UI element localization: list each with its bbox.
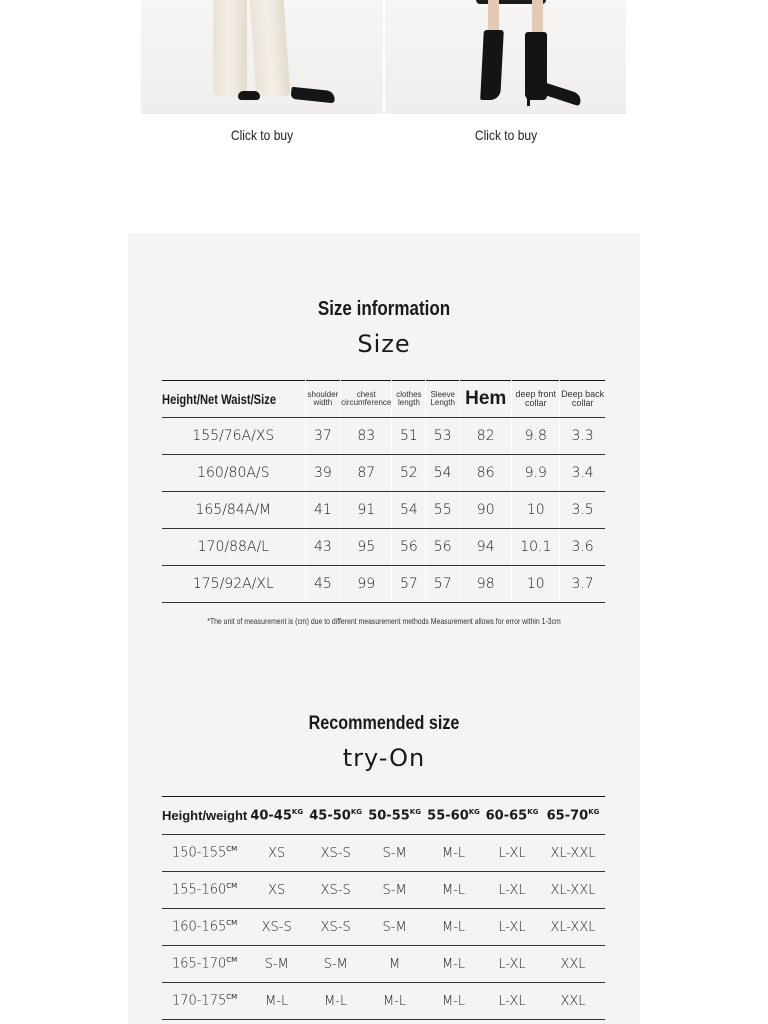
table-row [162,983,605,1020]
size-info-subtitle: Size [357,330,411,358]
height-cell: $170-175^{CM}$ [162,983,247,1020]
size-recommendation-cell: XL-XXL [541,909,605,946]
column-header: chest circumference [341,381,392,418]
size-recommendation-cell: M [365,946,424,983]
unit-cm: CM [226,993,238,1002]
table-header-row [162,381,605,418]
measurement-cell: 98 [460,566,512,603]
measurement-cell: 90 [460,492,512,529]
boot-left [480,30,504,100]
size-recommendation-cell: XS-S [306,909,365,946]
measurement-cell: 43 [305,529,341,566]
unit-cm: CM [226,845,238,854]
unit-cm: CM [226,882,238,891]
size-label-cell: 175/92A/XL [162,566,305,603]
size-recommendation-cell: XS-S [247,909,306,946]
weight-header: $65-70^{KG}$ [541,797,605,835]
size-recommendation-cell: S-M [365,909,424,946]
size-recommendation-cell: M-L [424,872,483,909]
unit-cm: CM [226,919,238,928]
measurement-cell: 39 [305,455,341,492]
weight-header: $60-65^{KG}$ [483,797,541,835]
measurement-cell: 94 [460,529,512,566]
unit-kg: KG [527,807,539,816]
size-recommendation-cell: M-L [424,909,483,946]
size-recommendation-cell: XS-S [306,835,365,872]
measurement-cell: 45 [305,566,341,603]
column-header: Height/Net Waist/Size [162,381,277,418]
height-cell: $165-170^{CM}$ [162,946,247,983]
measurement-cell: 54 [426,455,460,492]
measurement-cell: 3.7 [560,566,605,603]
size-recommendation-cell: S-M [365,872,424,909]
column-header: Sleeve Length [426,381,460,418]
measurement-cell: 56 [426,529,460,566]
size-recommendation-cell: XL-XXL [541,835,605,872]
size-recommendation-cell: M-L [424,835,483,872]
size-recommendation-cell: S-M [247,946,306,983]
table-row [162,492,605,529]
shoe-right [290,87,335,104]
size-recommendation-cell: M-L [424,983,483,1020]
recommended-size-table [162,796,605,1020]
measurement-cell: 3.5 [560,492,605,529]
size-label-cell: 170/88A/L [162,529,305,566]
measurement-note: *The unit of measurement is (cm) due to different measurement methods Measurement allows for error within 1-3cm [207,617,561,626]
size-recommendation-cell: S-M [306,946,365,983]
measurement-cell: 99 [341,566,392,603]
size-recommendation-cell: L-XL [483,872,541,909]
column-header: Hem [460,381,512,418]
measurement-cell: 53 [426,418,460,455]
unit-kg: KG [409,807,421,816]
measurement-cell: 54 [392,492,426,529]
product-photo-pants[interactable] [141,0,383,114]
table-row [162,872,605,909]
column-header: Height/weight [162,797,247,835]
product-photo-boots[interactable] [385,0,626,114]
table-row [162,909,605,946]
pants-figure [213,0,293,96]
weight-header: $40-45^{KG}$ [247,797,306,835]
size-recommendation-cell: L-XL [483,835,541,872]
size-recommendation-cell: M-L [365,983,424,1020]
recommended-title: Recommended size [308,713,460,734]
measurement-cell: 10 [512,566,560,603]
measurement-cell: 9.8 [512,418,560,455]
height-cell: $160-165^{CM}$ [162,909,247,946]
measurement-cell: 41 [305,492,341,529]
size-recommendation-cell: XL-XXL [541,872,605,909]
measurement-cell: 91 [341,492,392,529]
click-to-buy-link[interactable]: Click to buy [474,127,538,143]
shoe-left [238,91,260,100]
size-table [162,380,605,603]
click-to-buy-link[interactable]: Click to buy [230,127,294,143]
size-label-cell: 165/84A/M [162,492,305,529]
height-cell: $150-155^{CM}$ [162,835,247,872]
weight-header: $45-50^{KG}$ [306,797,365,835]
table-row [162,418,605,455]
size-recommendation-cell: L-XL [483,983,541,1020]
size-label-cell: 160/80A/S [162,455,305,492]
size-recommendation-cell: M-L [247,983,306,1020]
size-recommendation-cell: XS [247,835,306,872]
size-recommendation-cell: XXL [541,983,605,1020]
unit-cm: CM [226,956,238,965]
table-row [162,455,605,492]
table-row [162,529,605,566]
measurement-cell: 83 [341,418,392,455]
size-recommendation-cell: S-M [365,835,424,872]
table-row [162,566,605,603]
table-header-row [162,797,605,835]
weight-header: $55-60^{KG}$ [424,797,483,835]
table-row [162,946,605,983]
unit-kg: KG [588,807,600,816]
measurement-cell: 55 [426,492,460,529]
measurement-cell: 95 [341,529,392,566]
measurement-cell: 9.9 [512,455,560,492]
measurement-cell: 37 [305,418,341,455]
size-recommendation-cell: L-XL [483,909,541,946]
table-row [162,835,605,872]
measurement-cell: 57 [426,566,460,603]
measurement-cell: 56 [392,529,426,566]
measurement-cell: 3.6 [560,529,605,566]
size-recommendation-cell: M-L [306,983,365,1020]
measurement-cell: 57 [392,566,426,603]
size-recommendation-cell: XS-S [306,872,365,909]
column-header: shoulder width [305,381,341,418]
measurement-cell: 3.3 [560,418,605,455]
size-recommendation-cell: L-XL [483,946,541,983]
measurement-cell: 86 [460,455,512,492]
unit-kg: KG [468,807,480,816]
size-recommendation-cell: M-L [424,946,483,983]
size-recommendation-cell: XXL [541,946,605,983]
measurement-cell: 10 [512,492,560,529]
column-header: clothes length [392,381,426,418]
measurement-cell: 82 [460,418,512,455]
size-label-cell: 155/76A/XS [162,418,305,455]
height-cell: $155-160^{CM}$ [162,872,247,909]
measurement-cell: 10.1 [512,529,560,566]
size-info-title: Size information [317,298,451,320]
size-recommendation-cell: XS [247,872,306,909]
measurement-cell: 51 [392,418,426,455]
unit-kg: KG [291,807,304,816]
measurement-cell: 52 [392,455,426,492]
column-header: deep front collar [512,381,560,418]
measurement-cell: 87 [341,455,392,492]
recommended-subtitle: try-On [342,744,426,772]
weight-header: $50-55^{KG}$ [365,797,424,835]
measurement-cell: 3.4 [560,455,605,492]
unit-kg: KG [350,807,363,816]
column-header: Deep back collar [560,381,605,418]
